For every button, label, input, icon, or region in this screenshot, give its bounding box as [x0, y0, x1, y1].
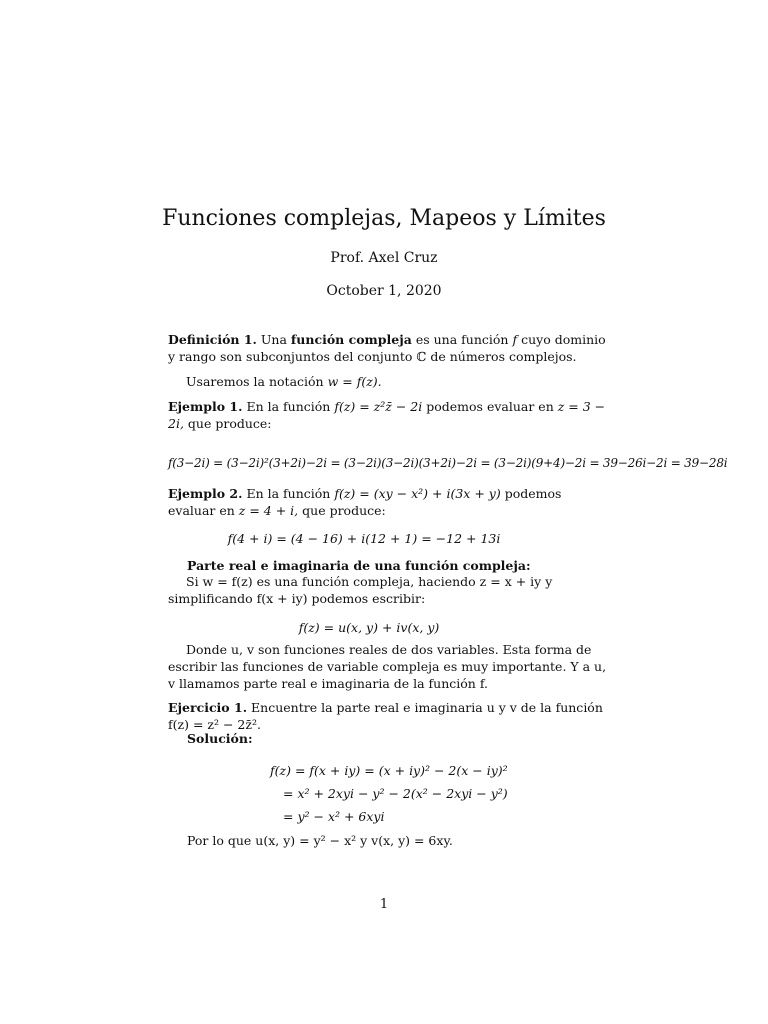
example-2-text-3: que produce:	[302, 503, 386, 518]
solution-line-2: = x² + 2xyi − y² − 2(x² − 2xyi − y²)	[283, 786, 508, 801]
definition-text-3: cuyo dominio y rango son subconjuntos del conjunto	[168, 332, 606, 364]
exercise-1-label: Ejercicio 1.	[168, 700, 248, 715]
notation-text: Usaremos la notación	[186, 374, 324, 389]
definition-f: f	[512, 332, 518, 347]
example-2-func: f(z) = (xy − x²) + i(3x + y)	[334, 486, 501, 501]
solution-conclusion: Por lo que u(x, y) = y² − x² y v(x, y) = 6xy.	[187, 833, 453, 848]
date: October 1, 2020	[326, 283, 442, 299]
solution-line-3: = y² − x² + 6xyi	[283, 809, 385, 824]
parte-donde: Donde u, v son funciones reales de dos variables. Esta forma de escribir las funciones de variable compleja es muy importante. Y a u, v llamamos parte real e imaginaria de la función f.	[168, 642, 607, 691]
example-2-text-2: podemos evaluar en	[168, 486, 562, 518]
definition-1	[168, 331, 608, 365]
example-1-text-3: que produce:	[187, 416, 272, 431]
example-2-point: z = 4 + i,	[238, 503, 299, 518]
paper-title: Funciones complejas, Mapeos y Límites	[162, 206, 606, 231]
exercise-1	[168, 699, 608, 733]
definition-label: Definición 1.	[168, 332, 257, 347]
example-1-func: f(z) = z²z̄ − 2i	[334, 399, 423, 414]
parte-heading: Parte real e imaginaria de una función compleja:	[187, 558, 531, 573]
definition-text-4: de números complejos.	[430, 349, 577, 364]
example-1-equation: f(3−2i) = (3−2i)²(3+2i)−2i = (3−2i)(3−2i)(3+2i)−2i = (3−2i)(9+4)−2i = 39−26i−2i = 39−28i	[168, 456, 728, 470]
example-1-label: Ejemplo 1.	[168, 399, 243, 414]
example-1	[168, 398, 608, 432]
solution-label: Solución:	[187, 731, 253, 746]
example-1-point: z = 3 − 2i,	[168, 399, 606, 431]
definition-term: función compleja	[290, 332, 412, 347]
example-2-text-1: En la función	[246, 486, 331, 501]
example-1-text-1: En la función	[246, 399, 331, 414]
example-2-equation: f(4 + i) = (4 − 16) + i(12 + 1) = −12 + 13i	[227, 531, 501, 546]
notation-expr: w = f(z).	[327, 374, 382, 389]
exercise-1-text: Encuentre la parte real e imaginaria u y v de la función f(z) = z² − 2z̄².	[168, 700, 603, 732]
definition-set-c: ℂ	[416, 349, 427, 364]
page-number: 1	[379, 897, 389, 912]
definition-text-1: Una	[260, 332, 287, 347]
parte-equation: f(z) = u(x, y) + iv(x, y)	[298, 620, 440, 635]
example-2-label: Ejemplo 2.	[168, 486, 243, 501]
solution-line-1: f(z) = f(x + iy) = (x + iy)² − 2(x − iy)²	[270, 763, 508, 778]
parte-text: Si w = f(z) es una función compleja, haciendo z = x + iy y simplificando f(x + iy) podemos escribir:	[168, 574, 553, 606]
example-1-text-2: podemos evaluar en	[426, 399, 554, 414]
author: Prof. Axel Cruz	[330, 250, 438, 266]
example-2	[168, 485, 608, 519]
notation-paragraph	[168, 373, 608, 390]
definition-text-2: es una función	[415, 332, 509, 347]
